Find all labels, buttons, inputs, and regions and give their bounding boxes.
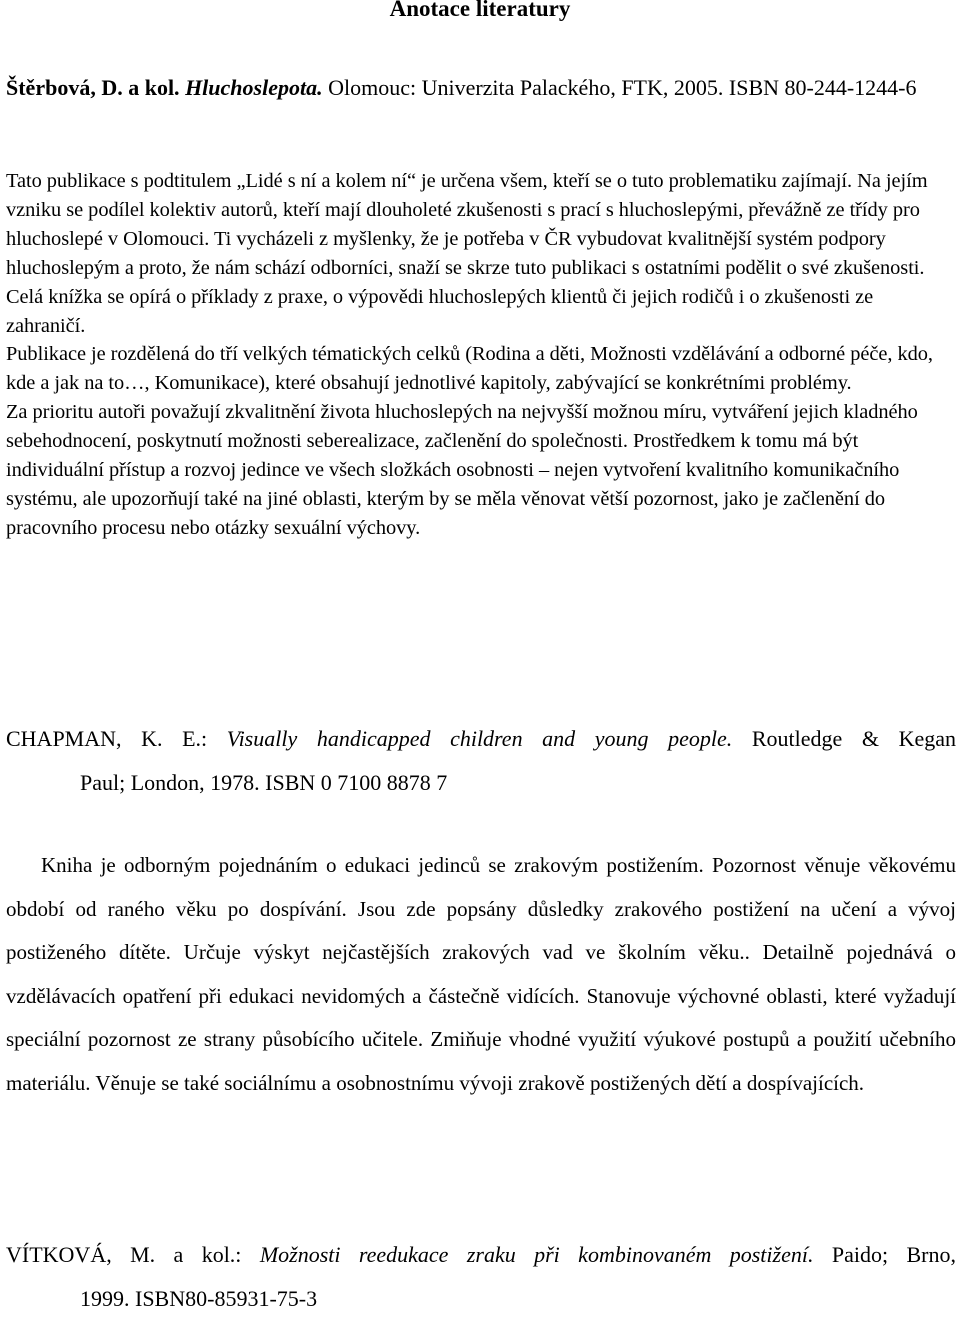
page-title: Anotace literatury [389, 0, 571, 21]
citation-publication: Olomouc: Univerzita Palackého, FTK, 2005. ISBN 80-244-1244-6 [322, 75, 917, 100]
citation-author: Štěrbová, D. a kol. [6, 75, 180, 100]
citation-author: VÍTKOVÁ, M. a kol.: [6, 1242, 242, 1267]
citation-publication: Paido; Brno, [813, 1242, 956, 1267]
annotation-paragraph: Tato publikace s podtitulem „Lidé s ní a kolem ní“ je určena všem, kteří se o tuto problematiku zajímají. Na jejím vzniku se podílel kolektiv autorů, kteří mají dlouholeté zkušenosti s prací s hluchoslepými, převážně ze třídy pro hluchoslepé v Olomouci. Ti vycházeli z myšlenky, že je potřeba v ČR vybudovat kvalitnější systém podpory hluchoslepým a proto, že nám schází odborníci, snaží se skrze tuto publikaci s ostatními podělit o své zkušenosti. Celá knížka se opírá o příklady z praxe, o výpovědi hluchoslepých klientů či jejich rodičů i o zkušenosti ze zahraničí. [6, 170, 928, 337]
citation-line-1 [6, 1233, 956, 1277]
annotation-sterbova [6, 167, 954, 543]
annotation-paragraph: Publikace je rozdělená do tří velkých tématických celků (Rodina a děti, Možnosti vzdělávání a odborné péče, kdo, kde a jak na to…, Komunikace), které obsahují jednotlivé kapitoly, zabývající se konkrétními problémy. [6, 343, 933, 395]
citation-book-title: Hluchoslepota. [185, 75, 323, 100]
citation-publication: Routledge & Kegan [732, 726, 957, 751]
citation-book-title: Visually handicapped children and young people. [226, 726, 733, 751]
citation-line-1 [6, 717, 956, 761]
annotation-paragraph: Za prioritu autoři považují zkvalitnění života hluchoslepých na nejvyšší možnou míru, vytváření jejich kladného sebehodnocení, poskytnutí možnosti seberealizace, začlenění do společnosti. Prostředkem k tomu má být individuální přístup a rozvoj jedince ve všech složkách osobnosti – nejen vytvoření kvalitního komunikačního systému, ale upozorňují také na jiné oblasti, kterým by se měla věnovat větší pozornost, jako je začlenění do pracovního procesu nebo otázky sexuální výchovy. [6, 401, 918, 539]
annotation-chapman: Kniha je odborným pojednáním o edukaci jedinců se zrakovým postižením. Pozornost věnuje věkovému období od raného věku po dospívání. Jsou zde popsány důsledky zrakového postižení na učení a vývoj postiženého dítěte. Určuje výskyt nejčastějších zrakových vad ve školním věku.. Detailně pojednává o vzdělávacích opatření při edukaci nevidomých a částečně vidících. Stanovuje výchovné oblasti, které vyžadují speciální pozornost ze strany působícího učitele. Zmiňuje vhodné využití výukové postupů a použití učebního materiálu. Věnuje se také sociálnímu a osobnostnímu vývoji zrakově postižených dětí a dospívajících. [6, 853, 956, 1095]
citation-sterbova [6, 73, 946, 102]
citation-author: CHAPMAN, K. E.: [6, 726, 208, 751]
citation-vitkova [6, 1233, 956, 1321]
citation-chapman [6, 717, 956, 805]
citation-book-title: Možnosti reedukace zraku při kombinovaném postižení. [259, 1242, 814, 1267]
citation-line-2: 1999. ISBN80-85931-75-3 [80, 1286, 318, 1311]
citation-line-2: Paul; London, 1978. ISBN 0 7100 8878 7 [80, 770, 448, 795]
